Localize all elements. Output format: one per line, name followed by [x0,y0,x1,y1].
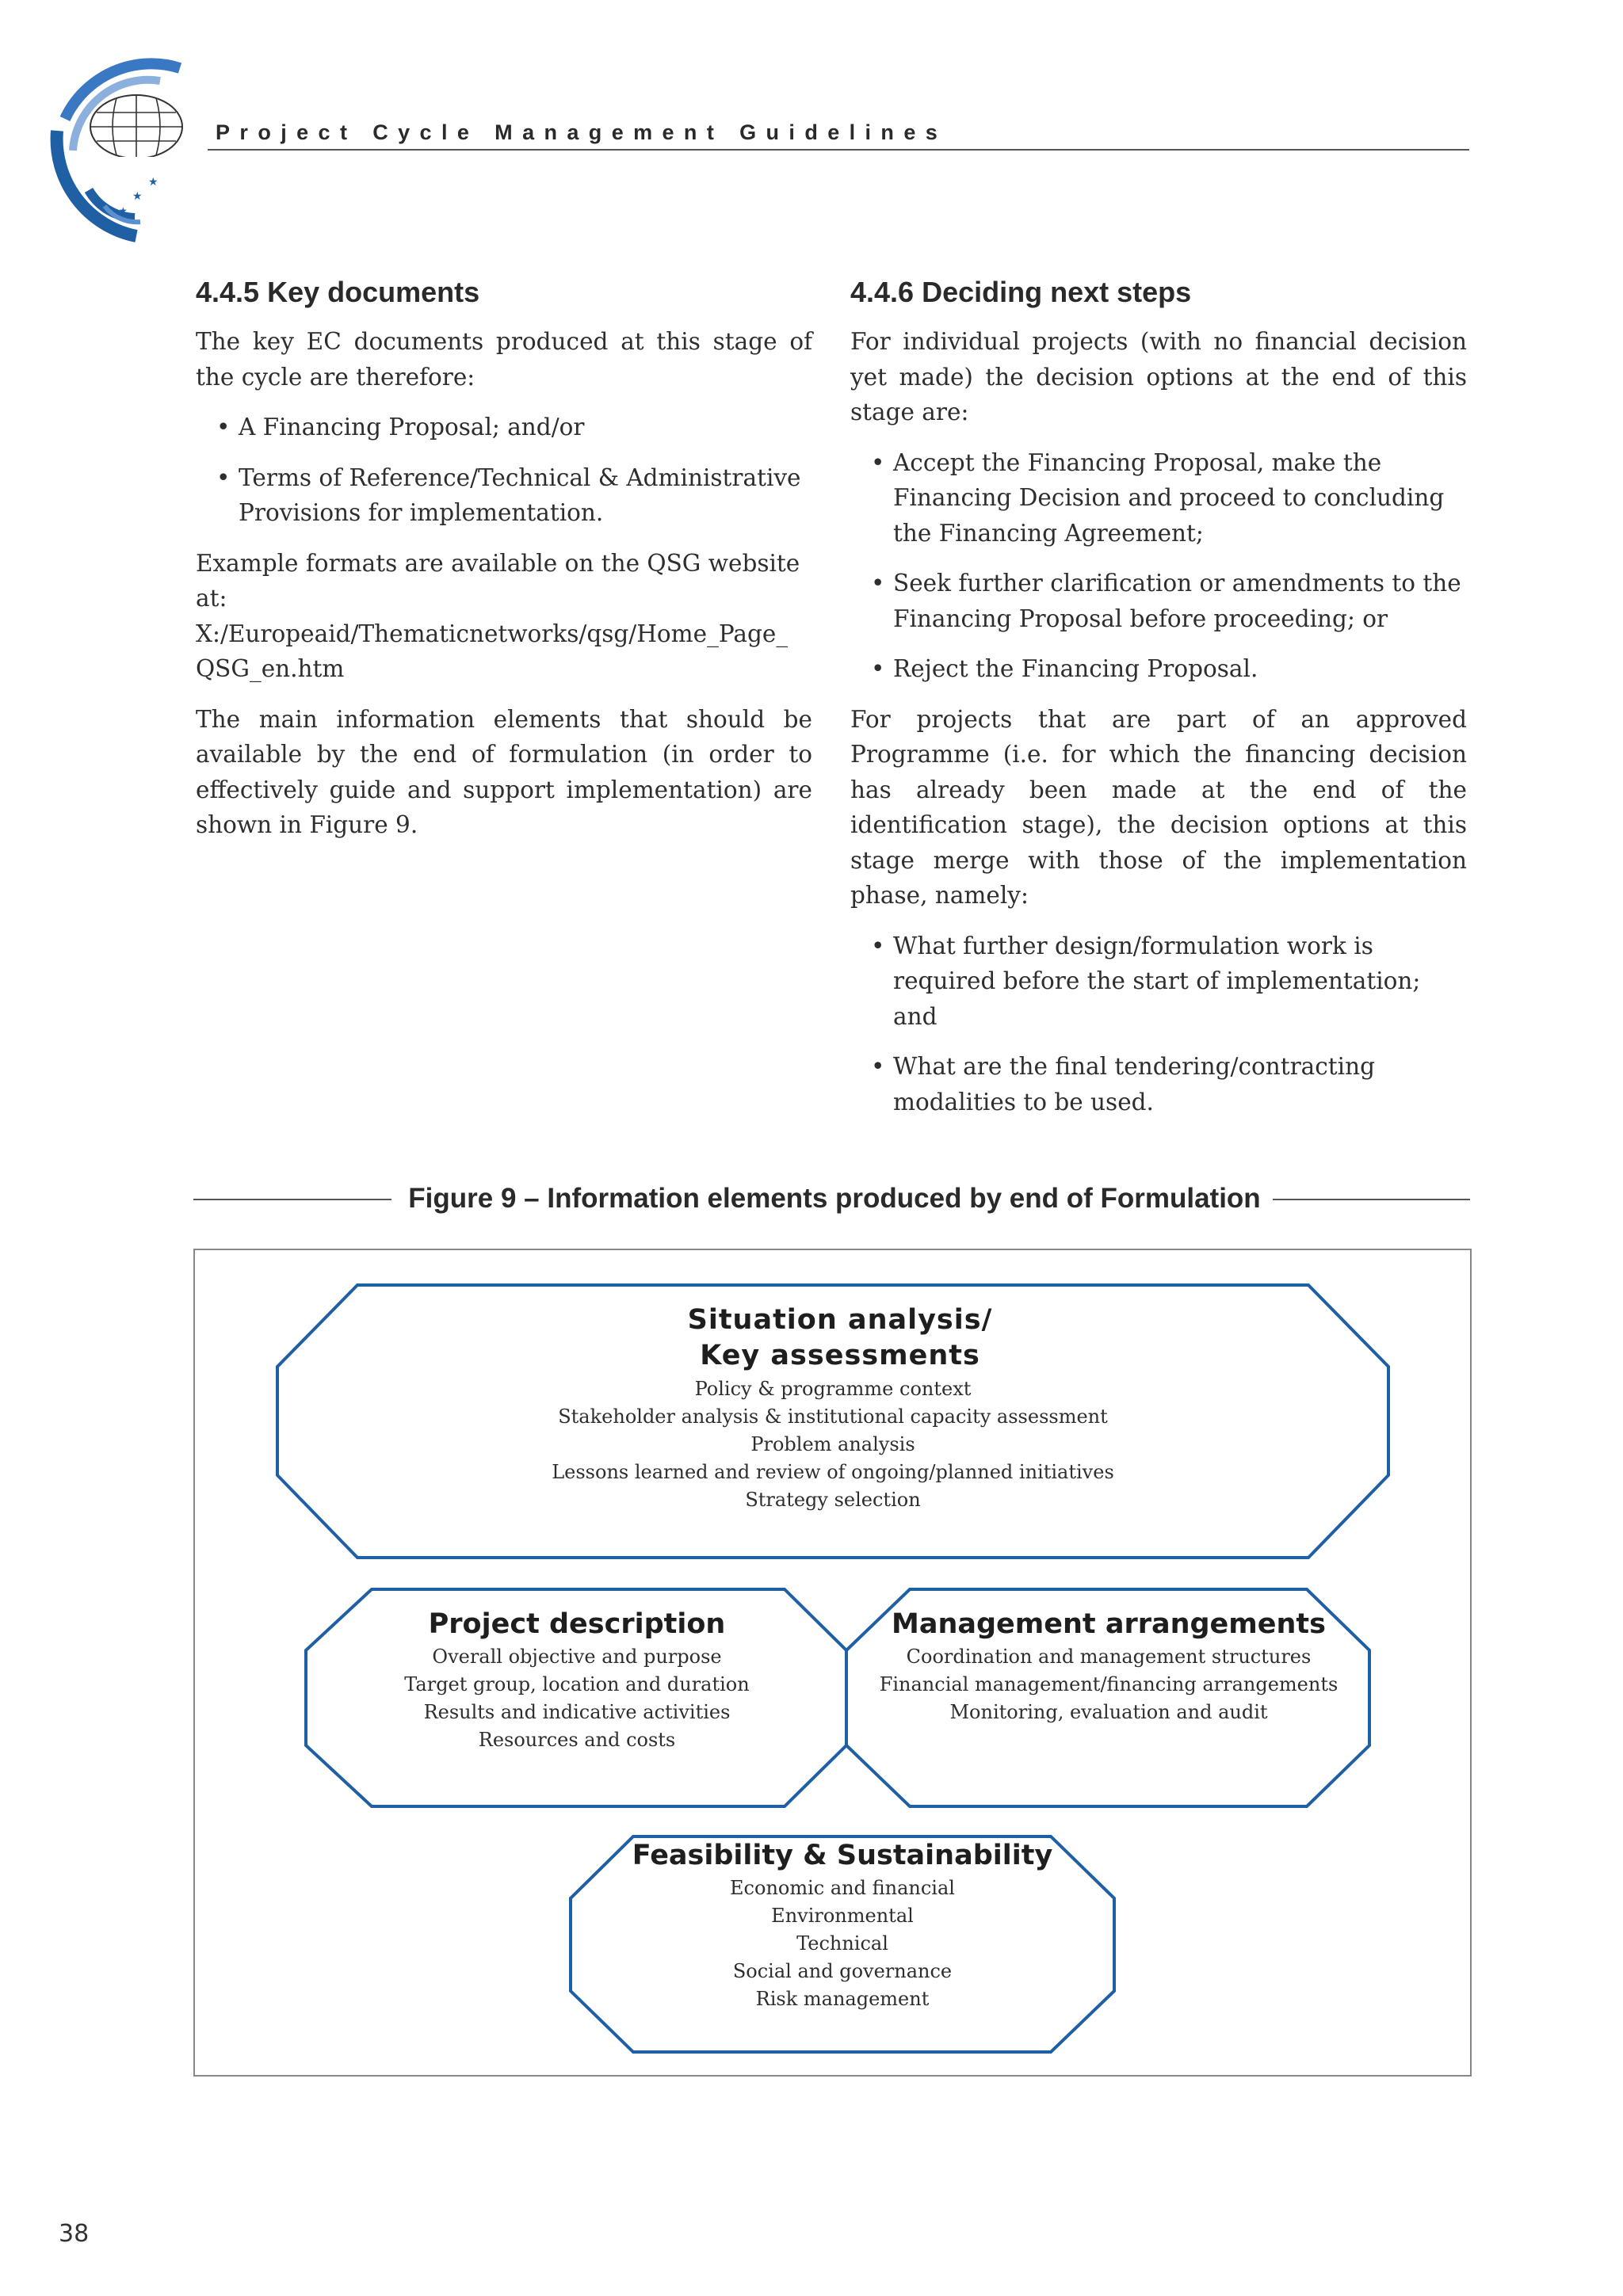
paragraph-formats: Example formats are available on the QSG website at: X:/Europeaid/Thematicnetworks/qsg/Home_Page_ QSG_en.htm [196,549,800,682]
list-item: Resources and costs [478,1729,676,1751]
list-item: Technical [796,1932,888,1955]
page-number: 38 [59,2220,90,2248]
header-rule [208,149,1469,151]
paragraph: For projects that are part of an approved Programme (i.e. for which the financing decision has already been made at the end of the identification stage), the decision options at this stage merge with those of the implementation phase, namely: [850,705,1467,909]
list-item: Target group, location and duration [404,1673,750,1695]
figure-caption: Figure 9 – Information elements produced by end of Formulation [408,1183,1261,1214]
project-title: Project description [428,1608,726,1640]
list-item: Results and indicative activities [423,1701,731,1723]
situation-items [433,1375,1233,1514]
list-item: Lessons learned and review of ongoing/planned initiatives [552,1461,1114,1483]
svg-text:★: ★ [119,205,128,216]
list-item: • Accept the Financing Proposal, make the Financing Decision and proceed to concluding the Financing Agreement; [871,448,1445,547]
header-title: Project Cycle Management Guidelines [216,120,948,144]
list-item: Problem analysis [750,1433,915,1455]
list-item: Stakeholder analysis & institutional capacity assessment [558,1405,1108,1428]
list-item: Policy & programme context [694,1378,972,1400]
list-item: • What are the final tendering/contracting modalities to be used. [871,1053,1375,1116]
bullet-list [196,410,812,531]
list-item: Monitoring, evaluation and audit [949,1701,1268,1723]
feasibility-title: Feasibility & Sustainability [632,1840,1053,1871]
list-item: Overall objective and purpose [432,1646,722,1668]
list-item: Strategy selection [745,1489,921,1511]
left-column [196,273,812,858]
feasibility-items [586,1875,1098,2013]
management-items [861,1643,1357,1726]
list-item: Environmental [771,1905,914,1927]
bullet-list [850,929,1467,1120]
situation-title: Situation analysis/ Key assessments [687,1304,993,1371]
list-item: Risk management [755,1988,930,2010]
caption-rule-left [193,1199,391,1200]
svg-text:★: ★ [148,176,158,189]
list-item: Social and governance [732,1960,953,1982]
figure-diagram [193,1249,1472,2077]
svg-text:★: ★ [132,190,143,203]
list-item: • A Financing Proposal; and/or [216,414,585,441]
list-item: Coordination and management structures [906,1646,1312,1668]
bullet-list [850,445,1467,687]
eu-globe-logo [41,55,208,246]
list-item: • What further design/formulation work is required before the start of implementation; and [871,932,1421,1030]
list-item: • Seek further clarification or amendments to the Financing Proposal before proceeding; or [871,570,1461,632]
section-heading-key-documents: 4.4.5 Key documents [196,276,480,308]
list-item: • Terms of Reference/Technical & Administrative Provisions for implementation. [216,463,801,526]
right-column [850,273,1467,1135]
management-title: Management arrangements [892,1608,1326,1640]
section-heading-next-steps: 4.4.6 Deciding next steps [850,276,1192,308]
paragraph: The main information elements that should be available by the end of formulation (in order to effectively guide and support implementation) are shown in Figure 9. [196,705,812,838]
list-item: Economic and financial [730,1877,955,1899]
figure-caption-row [193,1179,1470,1219]
list-item: • Reject the Financing Proposal. [871,655,1258,682]
list-item: Financial management/financing arrangements [879,1673,1338,1695]
caption-rule-right [1273,1199,1470,1200]
paragraph: The key EC documents produced at this stage of the cycle are therefore: [196,328,812,391]
paragraph: For individual projects (with no financial decision yet made) the decision options at the end of this stage are: [850,328,1467,425]
project-items [338,1643,816,1754]
